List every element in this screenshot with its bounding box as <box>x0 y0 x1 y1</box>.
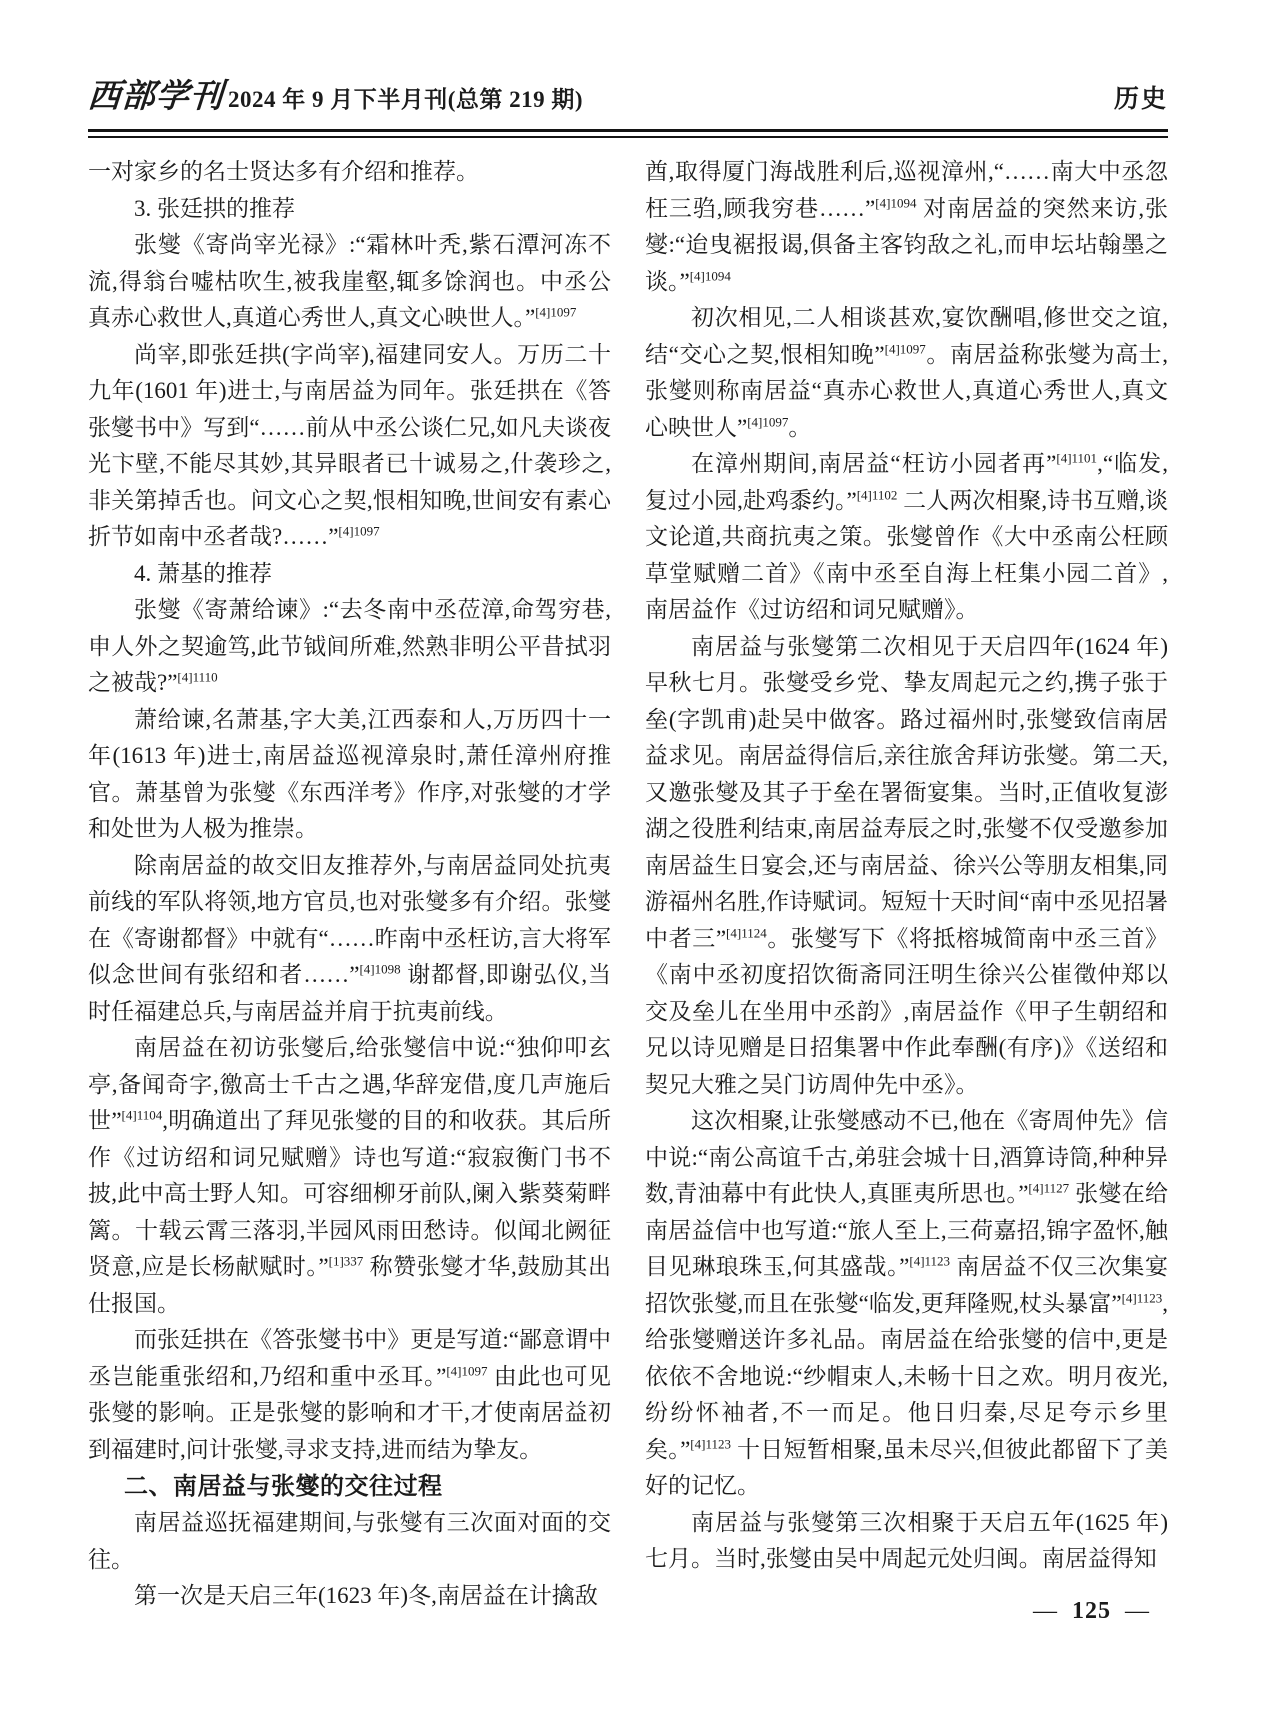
article-body <box>88 154 1168 1615</box>
left-column <box>88 154 611 1615</box>
citation-ref: [4]1097 <box>884 340 926 356</box>
paragraph: 尚宰,即张廷拱(字尚宰),福建同安人。万历二十九年(1601 年)进士,与南居益为同年。张廷拱在《答张燮书中》写到“……前从中丞公谈仁兄,如凡夫谈夜光卞壁,不能尽其妙,其异眼者已十诚易之,什袭珍之,非关第掉舌也。问文心之契,恨相知晚,世间安有素心折节如南中丞者哉?……”$^{[4]1097}$ <box>88 341 611 549</box>
paragraph: 南居益与张燮第二次相见于天启四年(1624 年)早秋七月。张燮受乡党、挚友周起元之约,携子张于垒(字凯甫)赴吴中做客。路过福州时,张燮致信南居益求见。南居益得信后,亲往旅舍拜访张燮。第二天,又邀张燮及其子于垒在署衙宴集。当时,正值收复澎湖之役胜利结束,南居益寿辰之时,张燮不仅受邀参加南居益生日宴会,还与南居益、徐兴公等朋友相集,同游福州名胜,作诗赋词。短短十天时间“南中丞见招暑中者三”$^{[4]1124}$。张燮写下《将抵榕城简南中丞三首》《南中丞初度招饮衙斋同汪明生徐兴公崔徵仲郑以交及垒儿在坐用中丞韵》,南居益作《甲子生朝绍和兄以诗见赠是日招集署中作此奉酬(有序)》《送绍和契兄大雅之吴门访周仲先中丞》。 <box>645 633 1168 1097</box>
paragraph: 张燮《寄萧给谏》:“去冬南中丞莅漳,命驾穷巷,申人外之契逾笃,此节钺间所难,然熟非明公平昔拭羽之被哉?”$^{[4]1110}$ <box>88 597 611 695</box>
citation-ref: [4]1123 <box>690 1435 731 1451</box>
paragraph: 南居益与张燮第三次相聚于天启五年(1625 年)七月。当时,张燮由吴中周起元处归闽。南居益得知 <box>645 1509 1168 1571</box>
paragraph: 一对家乡的名士贤达多有介绍和推荐。 <box>88 159 479 184</box>
paragraph: 第一次是天启三年(1623 年)冬,南居益在计擒敌 <box>134 1583 598 1608</box>
citation-ref: [4]1124 <box>726 924 767 940</box>
paragraph: 而张廷拱在《答张燮书中》更是写道:“鄙意谓中丞岂能重张绍和,乃绍和重中丞耳。”$^{[4]1097}$ 由此也可见张燮的影响。正是张燮的影响和才干,才使南居益初到福建时,问计张燮,寻求支持,进而结为挚友。 <box>88 1327 611 1462</box>
citation-ref: [4]1123 <box>1121 1289 1163 1305</box>
section-heading: 二、南居益与张燮的交往过程 <box>124 1473 443 1500</box>
paragraph: 酋,取得厦门海战胜利后,巡视漳州,“……南大中丞忽枉三驺,顾我穷巷……”$^{[4]1094}$ 对南居益的突然来访,张燮:“迨曳裾报谒,俱备主客钧敌之礼,而申坛坫翰墨之谈。”$^{[4]1094}$ <box>645 159 1169 294</box>
page-footer <box>1033 1598 1150 1625</box>
right-column <box>645 154 1168 1615</box>
paragraph: 初次相见,二人相谈甚欢,宴饮酬唱,修世交之谊,结“交心之契,恨相知晚”$^{[4]1097}$。南居益称张燮为高士,张燮则称南居益“真赤心救世人,真道心秀世人,真文心映世人”$^{[4]1097}$。 <box>645 305 1169 440</box>
paragraph: 南居益巡抚福建期间,与张燮有三次面对面的交往。 <box>88 1510 611 1572</box>
paragraph: 在漳州期间,南居益“枉访小园者再”$^{[4]1101}$,“临发,复过小园,赴鸡黍约。”$^{[4]1102}$ 二人两次相聚,诗书互赠,谈文论道,共商抗夷之策。张燮曾作《大中丞南公枉顾草堂赋赠二首》《南中丞至自海上枉集小园二首》,南居益作《过访绍和词兄赋赠》。 <box>645 450 1168 622</box>
paragraph: 萧给谏,名萧基,字大美,江西泰和人,万历四十一年(1613 年)进士,南居益巡视漳泉时,萧任漳州府推官。萧基曾为张燮《东西洋考》作序,对张燮的才学和处世为人极为推崇。 <box>88 706 611 841</box>
double-rule <box>88 129 1168 138</box>
citation-ref: [4]1127 <box>1028 1180 1070 1196</box>
issue-info: 2024 年 9 月下半月刊(总第 219 期) <box>228 87 584 112</box>
citation-ref: [4]1097 <box>446 1362 488 1378</box>
paragraph: 这次相聚,让张燮感动不已,他在《寄周仲先》信中说:“南公高谊千古,弟驻会城十日,酒算诗筒,种种异数,青油幕中有此快人,真匪夷所思也。”$^{[4]1127}$ 张燮在给南居益信中也写道:“旅人至上,三荷嘉招,锦字盈怀,触目见琳琅珠玉,何其盛哉。”$^{[4]1123}$ 南居益不仅三次集宴招饮张燮,而且在张燮“临发,更拜隆贶,杖头暴富”$^{[4]1123}$,给张燮赠送许多礼品。南居益在给张燮的信中,更是依依不舍地说:“纱帽束人,未畅十日之欢。明月夜光,纷纷怀袖者,不一而足。他日归秦,尽足夸示乡里矣。”$^{[4]1123}$ 十日短暂相聚,虽未尽兴,但彼此都留下了美好的记忆。 <box>645 1108 1169 1498</box>
citation-ref: [4]1097 <box>747 413 789 429</box>
footer-left-dash: — <box>1033 1598 1058 1624</box>
citation-ref: [4]1097 <box>338 523 380 539</box>
citation-ref: [4]1102 <box>856 486 898 502</box>
citation-ref: [4]1110 <box>177 669 218 685</box>
citation-ref: [4]1094 <box>689 267 731 283</box>
subheading: 4. 萧基的推荐 <box>134 560 272 586</box>
citation-ref: [1]337 <box>328 1253 364 1269</box>
citation-ref: [4]1094 <box>875 194 917 210</box>
citation-ref: [4]1104 <box>121 1107 163 1123</box>
page-number: 125 <box>1072 1598 1111 1624</box>
paragraph: 张燮《寄尚宰光禄》:“霜林叶秃,紫石潭河冻不流,得翁台嘘枯吹生,被我崖壑,辄多馀润也。中丞公真赤心救世人,真道心秀世人,真文心映世人。”$^{[4]1097}$ <box>88 232 611 330</box>
subheading: 3. 张廷拱的推荐 <box>134 195 295 221</box>
page-header <box>88 70 1168 117</box>
paragraph: 南居益在初访张燮后,给张燮信中说:“独仰叩玄亭,备闻奇字,徼高士千古之遇,华辞宠借,度几声施后世”$^{[4]1104}$,明确道出了拜见张燮的目的和收获。其后所作《过访绍和词兄赋赠》诗也写道:“寂寂衡门书不披,此中高士野人知。可容细柳牙前队,阑入紫葵菊畔篱。十载云霄三落羽,半园风雨田愁诗。似闻北阙征贤意,应是长杨献赋时。”$^{[1]337}$ 称赞张燮才华,鼓励其出仕报国。 <box>88 1035 611 1316</box>
citation-ref: [4]1101 <box>1056 450 1098 466</box>
paragraph: 除南居益的故交旧友推荐外,与南居益同处抗夷前线的军队将领,地方官员,也对张燮多有介绍。张燮在《寄谢都督》中就有“……昨南中丞枉访,言大将军似念世间有张绍和者……”$^{[4]1098}$ 谢都督,即谢弘仪,当时任福建总兵,与南居益并肩于抗夷前线。 <box>88 852 611 1024</box>
journal-logo: 西部学刊 <box>86 79 226 115</box>
citation-ref: [4]1123 <box>909 1253 951 1269</box>
footer-right-dash: — <box>1125 1598 1150 1624</box>
citation-ref: [4]1097 <box>535 304 577 320</box>
section-label: 历史 <box>1113 86 1168 113</box>
citation-ref: [4]1098 <box>359 961 401 977</box>
